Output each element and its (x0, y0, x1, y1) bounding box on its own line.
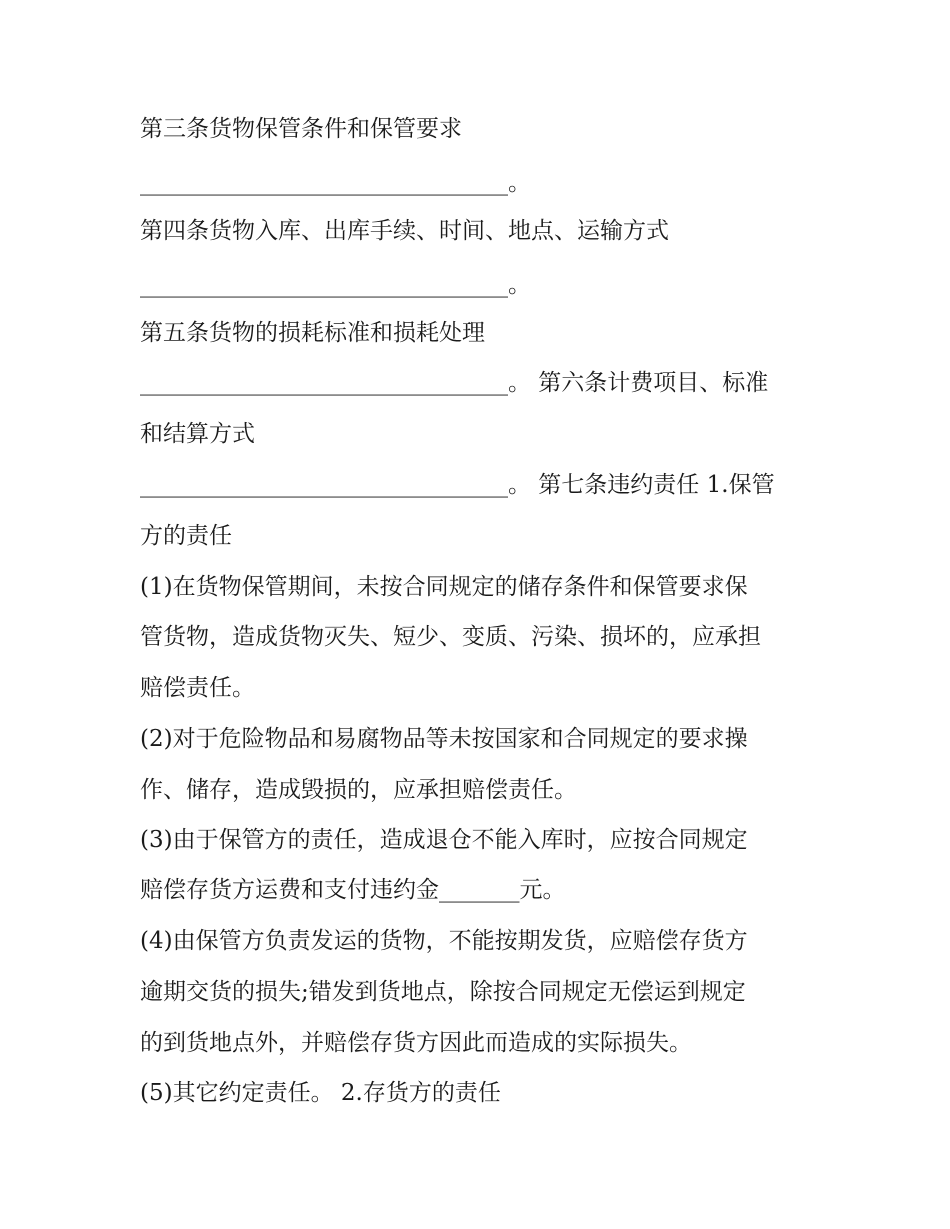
text-line: (5)其它约定责任。 2.存货方的责任 (140, 1080, 501, 1106)
blank-line: ________________________________。 (140, 170, 531, 196)
text-line: 第三条货物保管条件和保管要求 (140, 116, 462, 142)
text-line: (1)在货物保管期间，未按合同规定的储存条件和保管要求保 (140, 574, 748, 600)
blank-line: ________________________________。 (140, 272, 531, 298)
text-line: 第五条货物的损耗标准和损耗处理 (140, 320, 485, 346)
text-line: 管货物，造成货物灭失、短少、变质、污染、损坏的，应承担 (140, 624, 761, 650)
text-line: 和结算方式 (140, 421, 255, 447)
text-line: 赔偿责任。 (140, 675, 255, 701)
text-line: 第四条货物入库、出库手续、时间、地点、运输方式 (140, 218, 669, 244)
text-line: 的到货地点外，并赔偿存货方因此而造成的实际损失。 (140, 1030, 692, 1056)
text-line: 逾期交货的损失;错发到货地点，除按合同规定无偿运到规定 (140, 979, 746, 1005)
text-line: (2)对于危险物品和易腐物品等未按国家和合同规定的要求操 (140, 726, 748, 752)
text-line: 赔偿存货方运费和支付违约金_______元。 (140, 877, 566, 903)
text-line: 方的责任 (140, 523, 232, 549)
text-line: 作、储存，造成毁损的，应承担赔偿责任。 (140, 777, 577, 803)
text-line: ________________________________。 第六条计费项目、标准 (140, 370, 769, 396)
text-line: (4)由保管方负责发运的货物，不能按期发货，应赔偿存货方 (140, 928, 748, 954)
text-line: ________________________________。 第七条违约责任 1.保管 (140, 472, 775, 498)
text-line: (3)由于保管方的责任，造成退仓不能入库时，应按合同规定 (140, 827, 748, 853)
